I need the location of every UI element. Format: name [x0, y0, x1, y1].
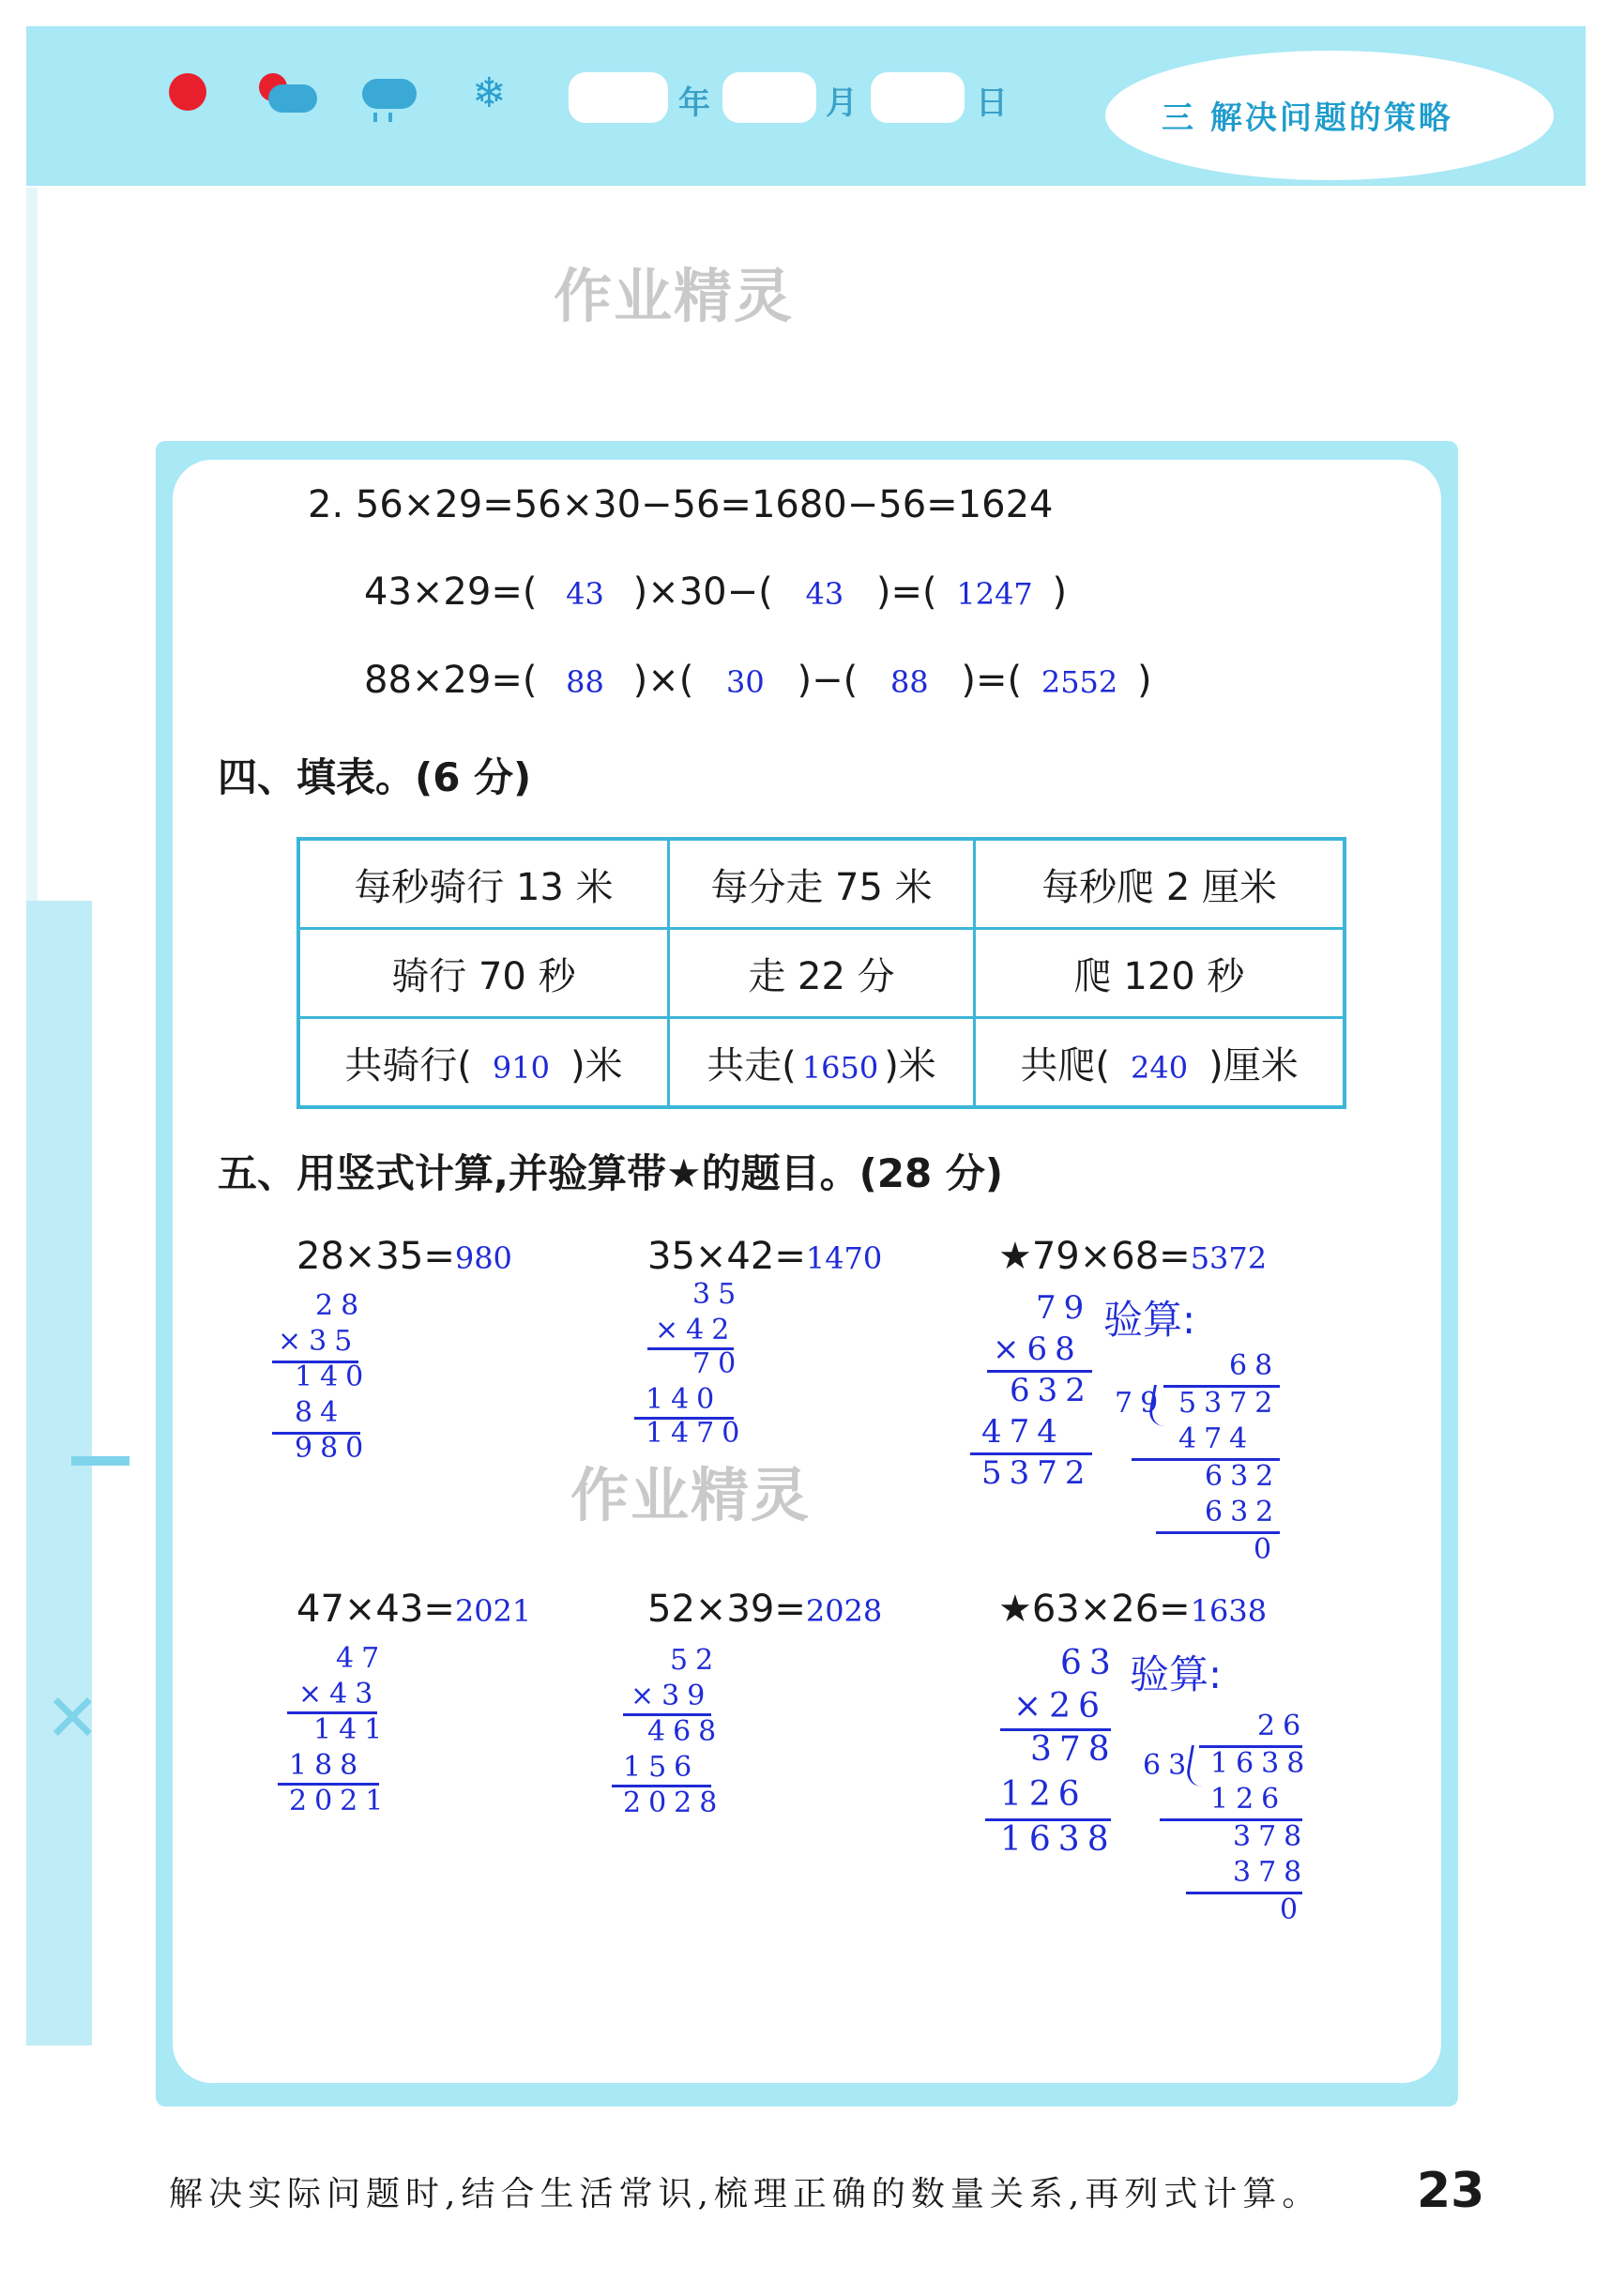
footer-tip: 解决实际问题时,结合生活常识,梳理正确的数量关系,再列式计算。: [169, 2175, 1322, 2213]
snow-icon: ❄: [472, 69, 507, 117]
vertical-row: 188: [289, 1749, 366, 1782]
minus-decor: [71, 1456, 129, 1466]
problem-5: 52×39=2028: [647, 1588, 883, 1631]
q2-answer: 88: [889, 664, 929, 700]
vertical-row: 378: [1030, 1730, 1117, 1769]
day-box[interactable]: [871, 72, 965, 123]
vertical-row: 52: [670, 1644, 722, 1677]
vertical-row: 140: [646, 1383, 722, 1416]
vertical-row: 141: [313, 1713, 390, 1746]
problem-3: ★79×68=5372: [998, 1235, 1268, 1278]
check-label: 验算:: [1103, 1297, 1196, 1343]
year-label: 年: [678, 84, 710, 122]
check-dividend: 1638: [1210, 1747, 1313, 1780]
fill-table: [296, 837, 1346, 1109]
check-remainder: 0: [1254, 1533, 1280, 1566]
vertical-row: 980: [295, 1432, 372, 1465]
q2-line3-text: )=(: [961, 659, 1023, 702]
check-quotient: 68: [1229, 1349, 1281, 1382]
page-number: 23: [1417, 2163, 1485, 2219]
vertical-row: ×43: [298, 1678, 381, 1711]
vertical-row: ×39: [631, 1680, 713, 1712]
table-cell: 走 22 分: [668, 929, 974, 1018]
sun-icon: [169, 73, 206, 111]
q2-line3-text: ): [1136, 659, 1152, 702]
vertical-row: 632: [1010, 1372, 1093, 1409]
vertical-row: 79: [1036, 1289, 1092, 1327]
problem-2: 35×42=1470: [647, 1235, 883, 1278]
check-step: 378: [1233, 1856, 1310, 1889]
year-box[interactable]: [569, 72, 668, 123]
chapter-title: 三 解决问题的策略: [1162, 99, 1453, 137]
vertical-row: ×35: [278, 1325, 360, 1358]
rain-icon: [357, 79, 422, 126]
q2-answer: 88: [566, 664, 604, 700]
q2-line1: 2. 56×29=56×30−56=1680−56=1624: [308, 483, 1054, 526]
q2-line3-text: )×(: [632, 659, 694, 702]
check-step: 126: [1210, 1783, 1287, 1816]
vertical-row: 70: [692, 1347, 744, 1380]
table-answer-cell: 共骑行( 910 )米: [298, 1018, 668, 1108]
vertical-row: 156: [623, 1751, 700, 1784]
vertical-row: 2028: [623, 1787, 725, 1819]
month-label: 月: [826, 84, 858, 122]
vertical-row: ×68: [993, 1330, 1083, 1368]
day-label: 日: [976, 84, 1008, 122]
vertical-row: 468: [647, 1715, 724, 1748]
check-remainder: 0: [1280, 1893, 1306, 1926]
check-label: 验算:: [1130, 1651, 1223, 1697]
vertical-row: 28: [315, 1289, 367, 1322]
q2-line2-text: ): [1052, 570, 1068, 614]
q2-answer: 43: [566, 576, 604, 612]
q2-line3: [364, 659, 1152, 702]
month-box[interactable]: [722, 72, 816, 123]
q2-answer: 43: [805, 576, 844, 612]
q2-line3-text: )−(: [797, 659, 859, 702]
table-row: [298, 1018, 1345, 1108]
check-quotient: 26: [1257, 1710, 1309, 1742]
table-cell: 每秒骑行 13 米: [298, 839, 668, 929]
vertical-row: ×42: [655, 1314, 737, 1346]
vertical-row: 2021: [289, 1785, 391, 1817]
vertical-row: 47: [336, 1642, 388, 1675]
problem-6: ★63×26=1638: [998, 1588, 1268, 1631]
problem-1: 28×35=980: [296, 1235, 512, 1278]
section4-title: 四、填表。(6 分): [218, 754, 532, 800]
table-cell: 骑行 70 秒: [298, 929, 668, 1018]
vertical-row: 140: [295, 1361, 372, 1393]
check-step: 632: [1205, 1460, 1282, 1493]
vertical-row: 474: [981, 1413, 1065, 1451]
table-cell: 每分走 75 米: [668, 839, 974, 929]
vertical-row: 126: [1000, 1775, 1087, 1814]
vertical-row: 63: [1060, 1644, 1118, 1682]
table-cell: 每秒爬 2 厘米: [975, 839, 1345, 929]
q2-answer: 2552: [1041, 664, 1118, 700]
q2-answer: 30: [726, 664, 765, 700]
check-divisor: 63: [1143, 1749, 1194, 1782]
vertical-row: 35: [692, 1278, 744, 1311]
watermark: 作业精灵: [570, 1461, 812, 1529]
section5-title: 五、用竖式计算,并验算带★的题目。(28 分): [218, 1150, 1004, 1196]
check-divisor: 79: [1115, 1387, 1166, 1420]
watermark: 作业精灵: [554, 262, 795, 330]
vertical-row: ×26: [1013, 1687, 1107, 1726]
vertical-row: 1470: [646, 1417, 748, 1450]
table-answer-cell: 共走( 1650 )米: [668, 1018, 974, 1108]
table-row: [298, 839, 1345, 929]
q2-line2: [364, 570, 1067, 614]
left-strip: [26, 901, 92, 2045]
vertical-row: 5372: [981, 1454, 1093, 1492]
check-step: 632: [1205, 1496, 1282, 1528]
vertical-row: 1638: [1000, 1820, 1117, 1859]
check-step: 378: [1233, 1820, 1310, 1853]
left-strip-upper: [26, 188, 38, 901]
table-answer-cell: 共爬( 240 )厘米: [975, 1018, 1345, 1108]
problem-4: 47×43=2021: [296, 1588, 532, 1631]
check-step: 474: [1178, 1422, 1255, 1455]
check-dividend: 5372: [1178, 1387, 1281, 1420]
q2-line3-prefix: 88×29=(: [364, 659, 538, 702]
q2-line2-prefix: 43×29=(: [364, 570, 538, 614]
q2-line2-text: )×30−(: [632, 570, 773, 614]
table-row: [298, 929, 1345, 1018]
times-decor: ✕: [45, 1680, 100, 1756]
table-cell: 爬 120 秒: [975, 929, 1345, 1018]
q2-answer: 1247: [956, 576, 1033, 612]
cloudy-icon: [259, 73, 319, 114]
q2-line2-text: )=(: [875, 570, 937, 614]
vertical-row: 84: [295, 1396, 346, 1429]
